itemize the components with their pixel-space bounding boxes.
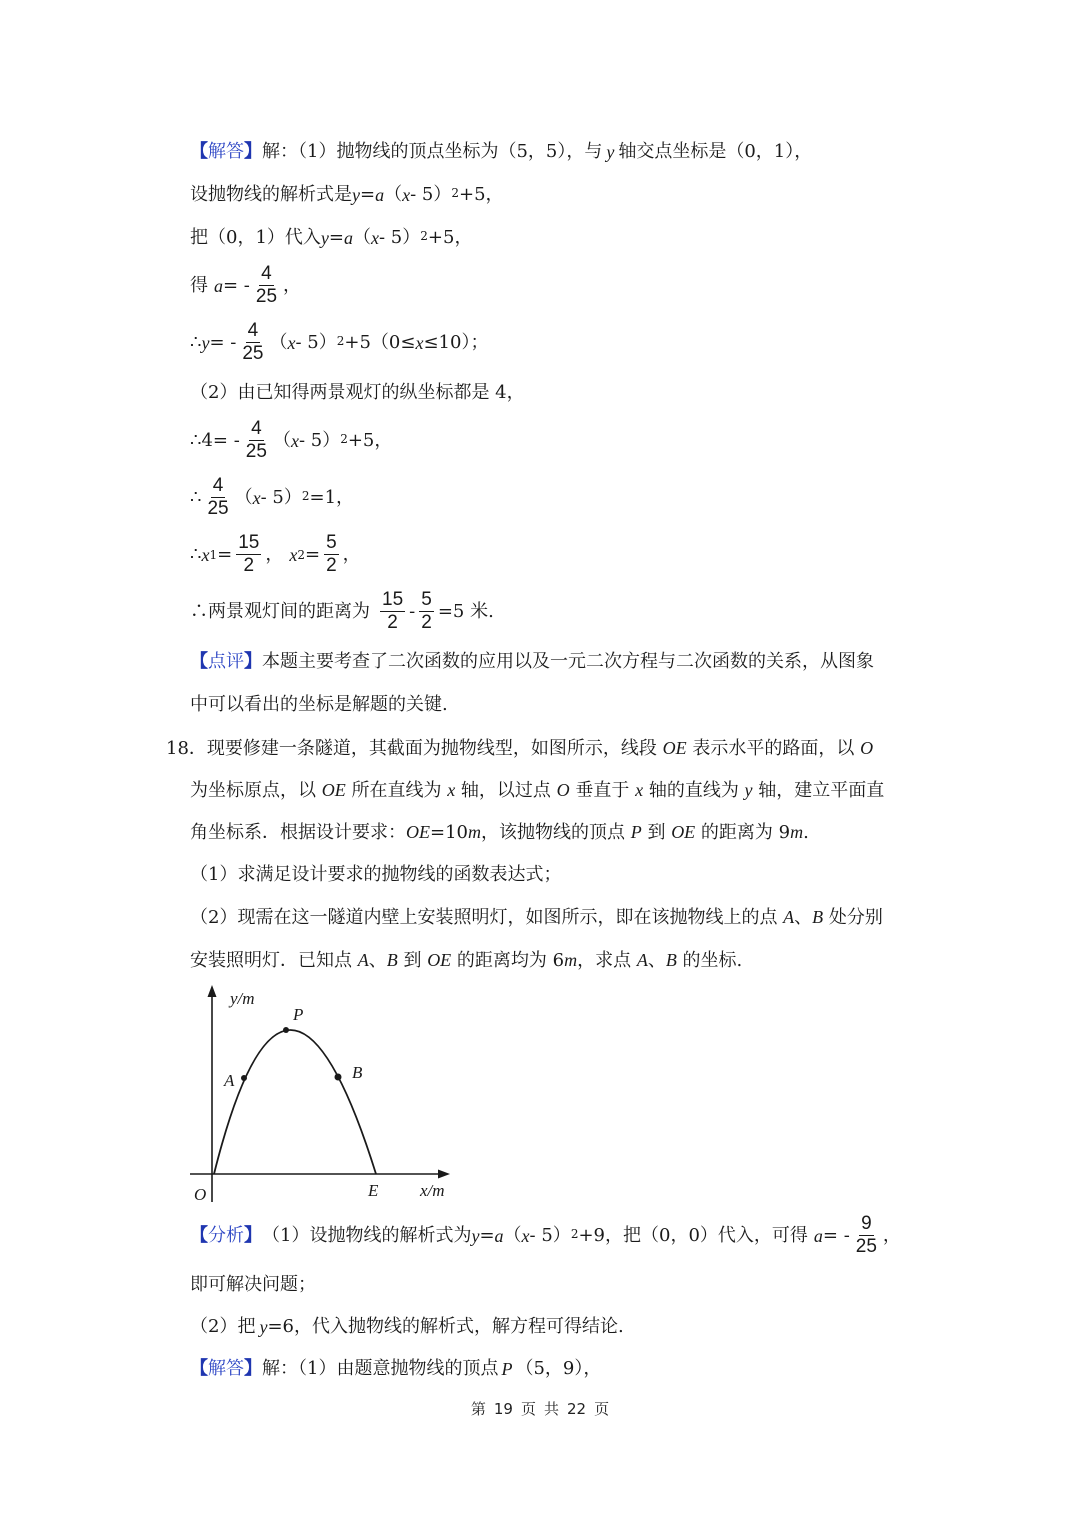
problem18-sub2-line2: 安装照明灯．已知点 A、B 到 OE 的距离均为 6m，求点 A、B 的坐标. <box>190 950 743 971</box>
solution17-line7: ∴4= - $\frac{4}{25}$ （ x - 5） $^2$ +5， <box>190 418 393 462</box>
vertex-point-p <box>283 1027 289 1033</box>
solution17-line4: 得 a = - $\frac{4}{25}$ ， <box>190 263 302 307</box>
analysis18-line2: 即可解决问题； <box>190 1274 316 1295</box>
current-page: 19 <box>493 1400 513 1418</box>
solution17-line9: ∴ x 1 = $\frac{15}{2}$ ， x 2 = $\frac{5}{2}$ ， <box>190 532 361 576</box>
fraction: $\frac{5}{2}$ <box>326 532 337 576</box>
parabola-diagram <box>180 980 480 1210</box>
x-axis-label: x/m <box>420 1181 445 1200</box>
solution17-line5: ∴ y = - $\frac{4}{25}$ （ x - 5） $^2$ +5（0≤ x ≤10）； <box>190 320 489 364</box>
problem18-line3: 角坐标系．根据设计要求：OE=10m，该抛物线的顶点 P 到 OE 的距离为 9m. <box>190 822 809 843</box>
origin-label: O <box>194 1185 207 1204</box>
total-pages: 22 <box>567 1400 587 1418</box>
problem-number: 18． <box>166 737 207 759</box>
problem18-line2: 为坐标原点，以 OE 所在直线为 x 轴，以过点 O 垂直于 x 轴的直线为 y 轴，建立平面直 <box>190 780 885 801</box>
fraction: $\frac{4}{25}$ <box>207 475 229 519</box>
analysis-label: 【分析】 <box>190 1224 262 1246</box>
analysis18-line1: 【分析】 （1）设抛物线的解析式为 y = a （ x - 5） $^2$ +9，把（0，0）代入，可得 a = - $\frac{9}{25}$ ， <box>190 1213 901 1257</box>
comment17-line2: 中可以看出的坐标是解题的关键. <box>190 694 448 715</box>
point-b-label: B <box>352 1063 363 1082</box>
solution17-line3: 把（0，1）代入 y = a （ x - 5） $^2$ +5， <box>190 227 473 248</box>
comment17-line1: 【点评】 本题主要考查了二次函数的应用以及一元二次方程与二次函数的关系，从图象 <box>190 651 874 672</box>
point-a-label: A <box>224 1071 235 1090</box>
solution17-line1: 【解答】 解：（1）抛物线的顶点坐标为（5，5），与 y 轴交点坐标是（0，1）， <box>190 141 813 162</box>
point-a <box>241 1075 247 1081</box>
answer-label: 【解答】 <box>190 1358 262 1379</box>
parabola-curve <box>214 1030 376 1174</box>
y-axis-label: y/m <box>230 989 255 1008</box>
fraction: $\frac{4}{25}$ <box>245 418 267 462</box>
fraction: $\frac{15}{2}$ <box>238 532 260 576</box>
comment-label: 【点评】 <box>190 651 262 672</box>
problem18-sub2-line1: （2）现需在这一隧道内壁上安装照明灯，如图所示，即在该抛物线上的点 A、B 处分别 <box>190 907 883 928</box>
end-label: E <box>368 1181 379 1200</box>
y-axis-arrow-icon <box>208 985 217 997</box>
problem18-sub1: （1）求满足设计要求的抛物线的函数表达式； <box>190 864 562 885</box>
problem18-line1: 18． 现要修建一条隧道，其截面为抛物线型，如图所示，线段 OE 表示水平的路面，以 O <box>166 737 874 759</box>
fraction: $\frac{9}{25}$ <box>855 1213 877 1257</box>
vertex-label: P <box>293 1005 304 1024</box>
solution17-line6: （2）由已知得两景观灯的纵坐标都是 4， <box>190 382 525 403</box>
page-footer: 第 19 页 共 22 页 <box>470 1400 610 1418</box>
solution17-line10: ∴两景观灯间的距离为 $\frac{15}{2}$ - $\frac{5}{2}$ =5 米. <box>190 589 494 633</box>
solution17-line2: 设抛物线的解析式是 y = a （ x - 5） $^2$ +5， <box>190 184 504 205</box>
fraction: $\frac{4}{25}$ <box>242 320 264 364</box>
solution17-line8: ∴ $\frac{4}{25}$ （ x - 5） $^2$ =1， <box>190 475 355 519</box>
fraction: $\frac{5}{2}$ <box>421 589 432 633</box>
answer-label: 【解答】 <box>190 141 262 162</box>
analysis18-line3: （2）把 y =6，代入抛物线的解析式，解方程可得结论. <box>190 1316 624 1337</box>
x-axis-arrow-icon <box>438 1170 450 1179</box>
fraction: $\frac{15}{2}$ <box>382 589 404 633</box>
solution18-line1: 【解答】 解：（1）由题意抛物线的顶点 P （5，9）， <box>190 1358 602 1379</box>
point-b <box>335 1074 342 1081</box>
parabola-figure <box>180 980 480 1210</box>
fraction: $\frac{4}{25}$ <box>255 263 278 307</box>
